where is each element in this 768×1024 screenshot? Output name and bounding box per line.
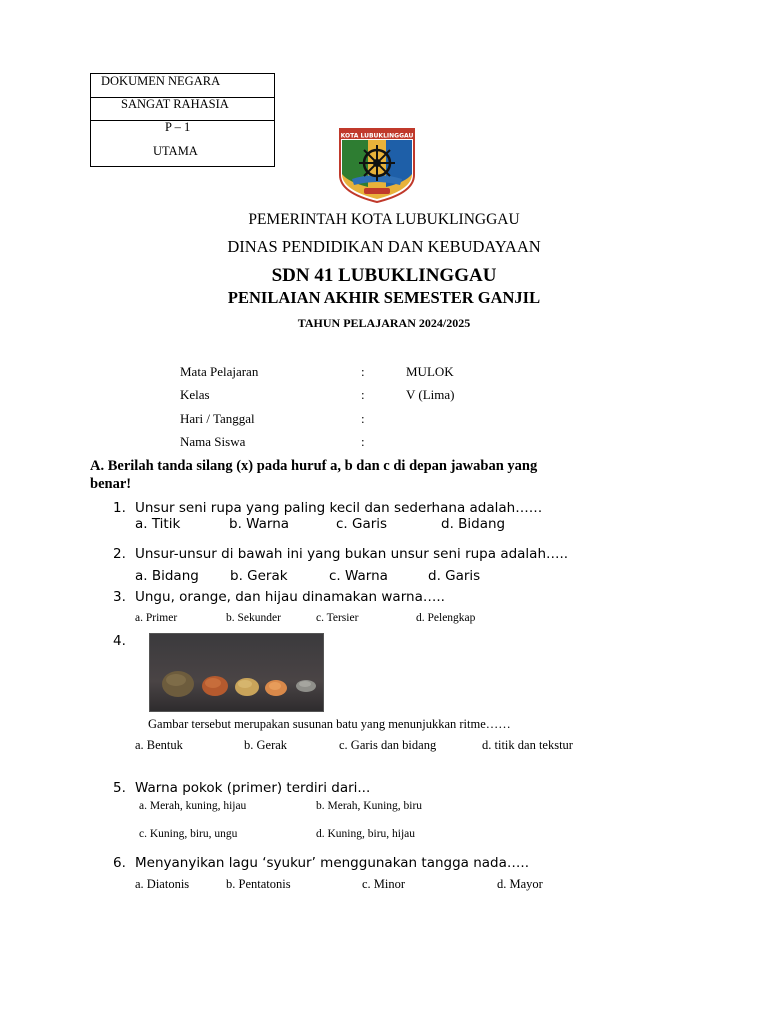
option-c: c. Garis dan bidang: [339, 738, 437, 752]
question-number: 5.: [113, 780, 126, 796]
option-c: c. Minor: [362, 877, 406, 891]
question-number: 2.: [113, 546, 126, 562]
city-emblem-logo: [338, 127, 416, 203]
question-number: 3.: [113, 589, 126, 605]
doc-line-2: SANGAT RAHASIA: [121, 97, 229, 111]
option-d: d. Garis: [428, 568, 481, 584]
option-a: a. Primer: [135, 612, 178, 624]
question-text: Menyanyikan lagu ‘syukur’ menggunakan tangga nada…..: [135, 855, 529, 871]
info-colon: :: [361, 364, 365, 379]
option-a: a. Bentuk: [135, 738, 183, 752]
option-b: b. Merah, Kuning, biru: [316, 800, 423, 812]
document-classification-box: [90, 73, 275, 167]
info-label: Hari / Tanggal: [180, 411, 255, 426]
option-a: a. Diatonis: [135, 877, 190, 891]
doc-line-3: P – 1: [165, 120, 191, 134]
option-b: b. Gerak: [244, 738, 288, 752]
svg-text:KOTA LUBUKLINGGAU: KOTA LUBUKLINGGAU: [340, 132, 414, 140]
option-d: d. Bidang: [441, 516, 506, 532]
question-number: 6.: [113, 855, 126, 871]
option-a: a. Merah, kuning, hijau: [139, 800, 247, 812]
info-label: Kelas: [180, 387, 210, 402]
option-c: c. Kuning, biru, ungu: [139, 828, 238, 840]
rocks-photo-icon: [150, 634, 324, 712]
info-value: V (Lima): [406, 387, 455, 402]
doc-line-1: DOKUMEN NEGARA: [101, 74, 221, 88]
info-value: MULOK: [406, 364, 454, 379]
option-c: c. Garis: [336, 516, 388, 532]
option-a: a. Bidang: [135, 568, 199, 584]
question-number: 4.: [113, 633, 126, 649]
option-b: b. Gerak: [230, 568, 288, 584]
rocks-image: [149, 633, 324, 712]
option-b: b. Pentatonis: [226, 877, 291, 891]
question-text: Ungu, orange, dan hijau dinamakan warna…..: [135, 589, 445, 605]
section-a-instruction: A. Berilah tanda silang (x) pada huruf a, b dan c di depan jawaban yang: [90, 458, 538, 474]
info-colon: :: [361, 387, 365, 402]
option-b: b. Warna: [229, 516, 290, 532]
question-number: 1.: [113, 500, 126, 516]
question-text: Unsur seni rupa yang paling kecil dan sederhana adalah……: [135, 500, 543, 516]
option-d: d. titik dan tekstur: [482, 738, 573, 752]
info-label: Nama Siswa: [180, 434, 246, 449]
city-emblem-icon: [338, 127, 416, 203]
question-text: Unsur-unsur di bawah ini yang bukan unsur seni rupa adalah…..: [135, 546, 569, 562]
option-a: a. Titik: [135, 516, 181, 532]
exam-title: PENILAIAN AKHIR SEMESTER GANJIL: [227, 288, 541, 307]
government-heading: PEMERINTAH KOTA LUBUKLINGGAU: [248, 211, 520, 228]
question-text: Warna pokok (primer) terdiri dari...: [135, 780, 371, 796]
school-name: SDN 41 LUBUKLINGGAU: [271, 265, 497, 286]
option-d: d. Kuning, biru, hijau: [316, 828, 416, 840]
option-c: c. Warna: [329, 568, 388, 584]
academic-year: TAHUN PELAJARAN 2024/2025: [297, 316, 471, 330]
info-colon: :: [361, 434, 365, 449]
question-text: Gambar tersebut merupakan susunan batu yang menunjukkan ritme……: [148, 717, 511, 731]
department-heading: DINAS PENDIDIKAN DAN KEBUDAYAAN: [227, 237, 541, 256]
option-c: c. Tersier: [316, 612, 359, 624]
info-colon: :: [361, 411, 365, 426]
doc-line-4: UTAMA: [153, 144, 198, 158]
option-d: d. Pelengkap: [416, 612, 476, 624]
option-d: d. Mayor: [497, 877, 543, 891]
section-a-instruction-cont: benar!: [90, 476, 132, 492]
option-b: b. Sekunder: [226, 612, 281, 624]
info-label: Mata Pelajaran: [180, 364, 259, 379]
